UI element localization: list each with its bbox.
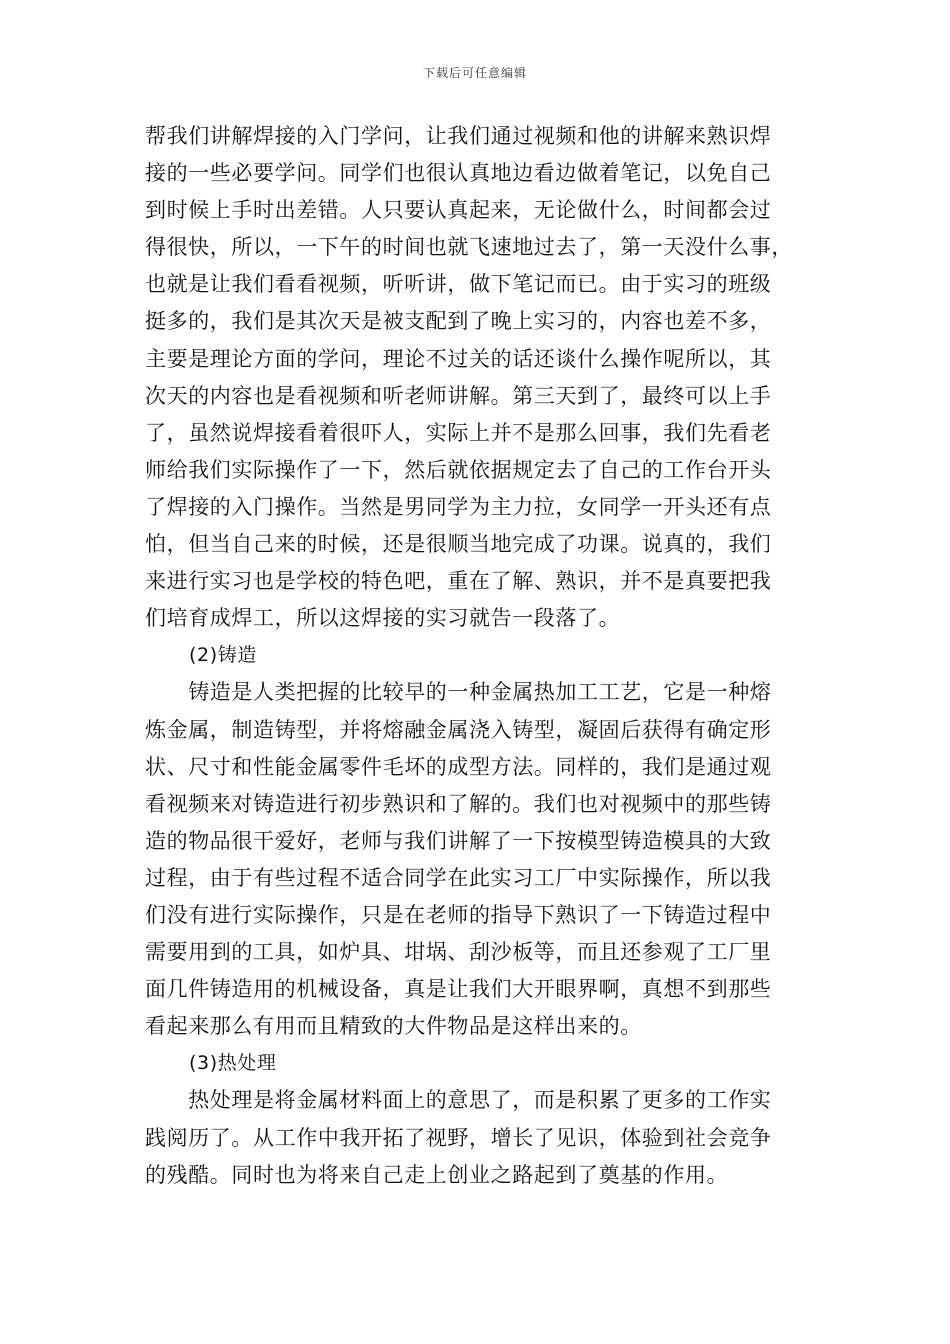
paragraph-line: 面几件铸造用的机械设备，真是让我们大开眼界啊，真想不到那些 bbox=[145, 977, 772, 1002]
paragraph-line: 的残酷。同时也为将来自己走上创业之路起到了奠基的作用。 bbox=[145, 1162, 729, 1187]
paragraph-line: 状、尺寸和性能金属零件毛坏的成型方法。同样的，我们是通过观 bbox=[145, 754, 772, 779]
paragraph-line: 们培育成焊工，所以这焊接的实习就告一段落了。 bbox=[145, 606, 621, 631]
paragraph-line: 挺多的，我们是其次天是被支配到了晚上实习的，内容也差不多， bbox=[145, 309, 772, 334]
section-heading-casting: (2)铸造 bbox=[189, 644, 257, 667]
header-note: 下载后可任意编辑 bbox=[422, 66, 527, 80]
section-heading-heat-treatment: (3)热处理 bbox=[189, 1052, 277, 1075]
paragraph-line: 了，虽然说焊接看着很吓人，实际上并不是那么回事，我们先看老 bbox=[145, 420, 772, 445]
paragraph-line: 看视频来对铸造进行初步熟识和了解的。我们也对视频中的那些铸 bbox=[145, 791, 772, 816]
paragraph-line: 次天的内容也是看视频和听老师讲解。第三天到了，最终可以上手 bbox=[145, 383, 772, 408]
body-text bbox=[145, 118, 810, 1194]
paragraph-line: 铸造是人类把握的比较早的一种金属热加工工艺，它是一种熔 bbox=[145, 680, 772, 705]
paragraph-line: 看起来那么有用而且精致的大件物品是这样出来的。 bbox=[145, 1014, 642, 1039]
paragraph-line: 需要用到的工具，如炉具、坩埚、刮沙板等，而且还参观了工厂里 bbox=[145, 940, 772, 965]
paragraph-line: 接的一些必要学问。同学们也很认真地边看边做着笔记，以免自己 bbox=[145, 161, 772, 186]
paragraph-line: 得很快，所以，一下午的时间也就飞速地过去了，第一天没什么事， bbox=[145, 235, 793, 260]
paragraph-line: 炼金属，制造铸型，并将熔融金属浇入铸型，凝固后获得有确定形 bbox=[145, 717, 772, 742]
paragraph-line: 也就是让我们看看视频，听听讲，做下笔记而已。由于实习的班级 bbox=[145, 272, 772, 297]
paragraph-line: 们没有进行实际操作，只是在老师的指导下熟识了一下铸造过程中 bbox=[145, 902, 772, 927]
paragraph-line: 过程，由于有些过程不适合同学在此实习工厂中实际操作，所以我 bbox=[145, 865, 772, 890]
paragraph-line: 主要是理论方面的学问，理论不过关的话还谈什么操作呢所以，其 bbox=[145, 346, 772, 371]
paragraph-line: 践阅历了。从工作中我开拓了视野，增长了见识，体验到社会竞争 bbox=[145, 1125, 772, 1150]
paragraph-line: 造的物品很干爱好，老师与我们讲解了一下按模型铸造模具的大致 bbox=[145, 828, 772, 853]
paragraph-line: 了焊接的入门操作。当然是男同学为主力拉，女同学一开头还有点 bbox=[145, 494, 772, 519]
paragraph-line: 到时候上手时出差错。人只要认真起来，无论做什么，时间都会过 bbox=[145, 198, 772, 223]
paragraph-line: 帮我们讲解焊接的入门学问，让我们通过视频和他的讲解来熟识焊 bbox=[145, 124, 772, 148]
paragraph-line: 怕，但当自己来的时候，还是很顺当地完成了功课。说真的，我们 bbox=[145, 532, 772, 557]
paragraph-line: 师给我们实际操作了一下，然后就依据规定去了自己的工作台开头 bbox=[145, 457, 772, 482]
paragraph-line: 来进行实习也是学校的特色吧，重在了解、熟识，并不是真要把我 bbox=[145, 569, 772, 594]
paragraph-line: 热处理是将金属材料面上的意思了，而是积累了更多的工作实 bbox=[145, 1088, 772, 1113]
